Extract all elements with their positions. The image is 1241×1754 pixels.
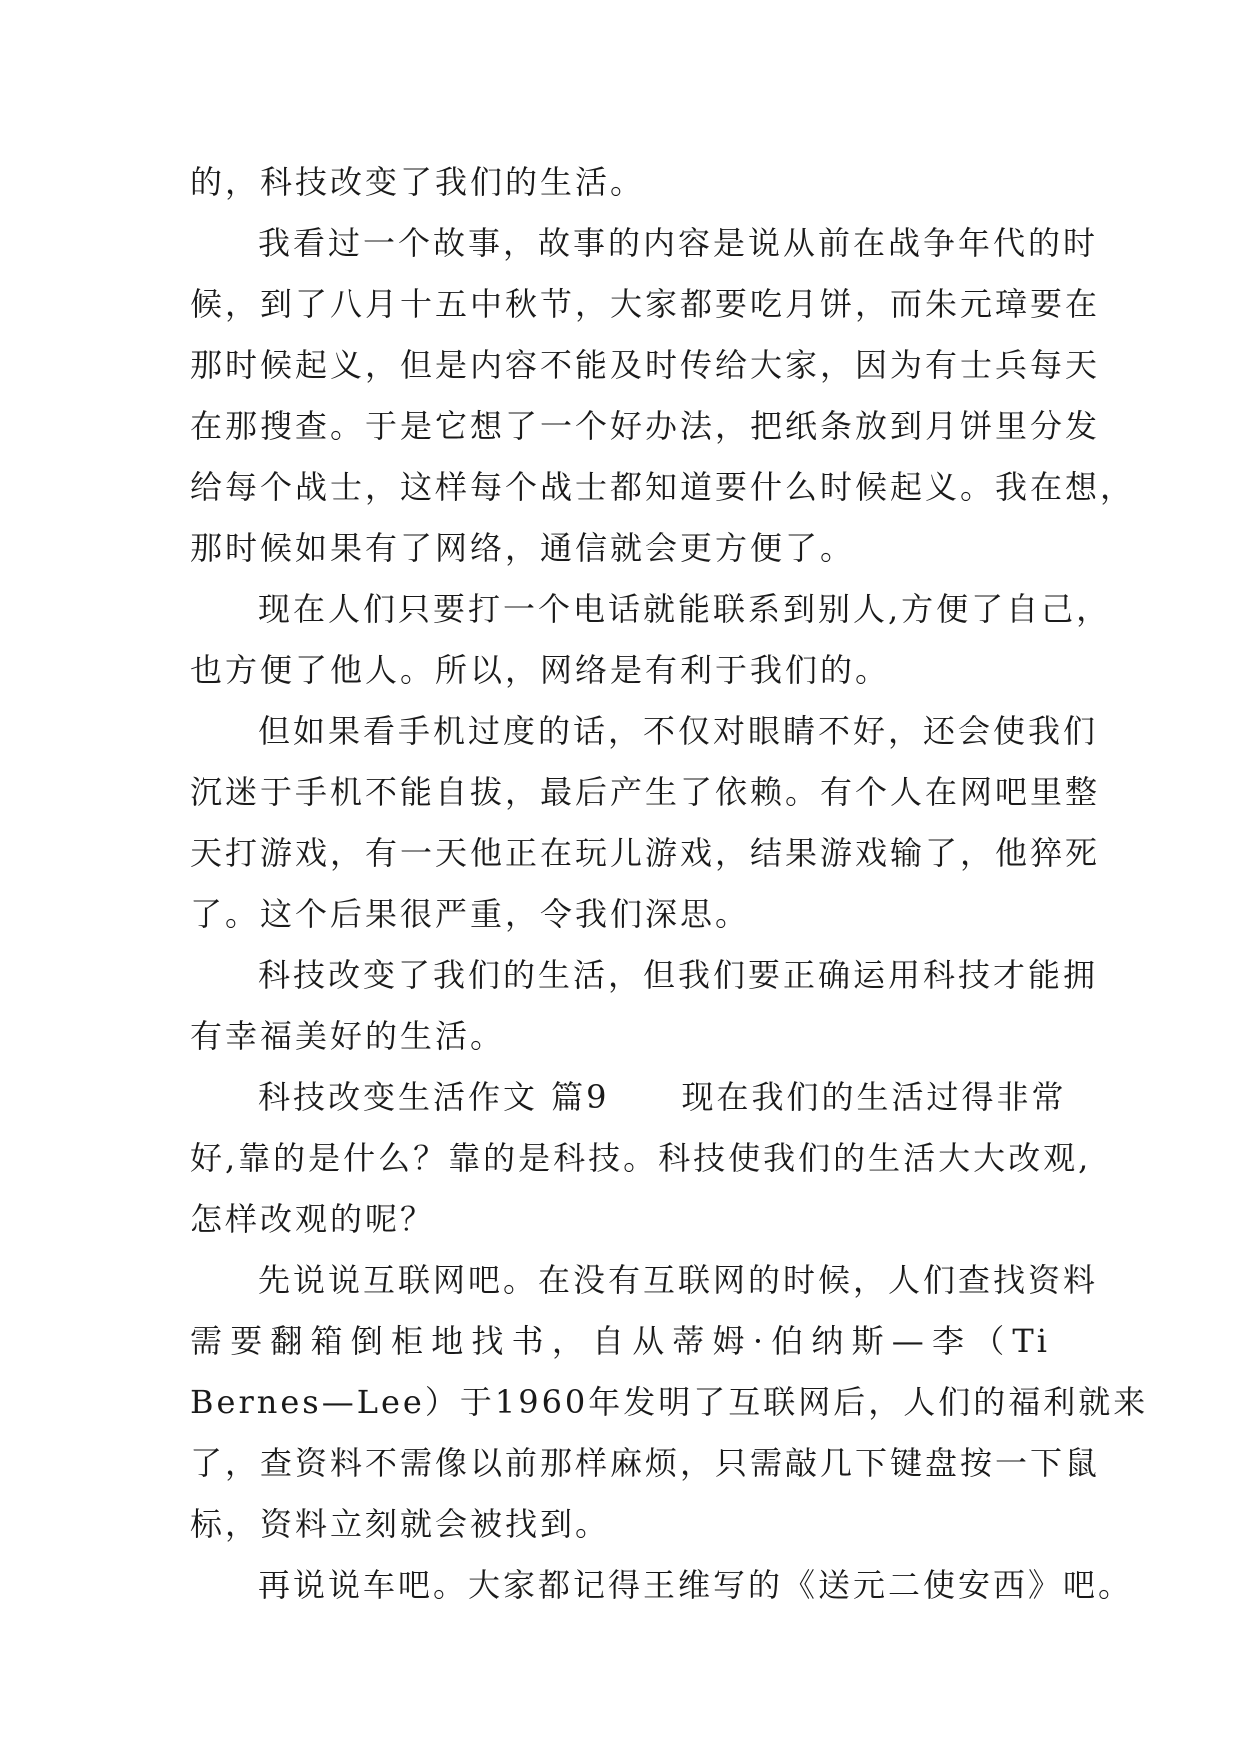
text-line: 但如果看手机过度的话，不仅对眼睛不好，还会使我们 xyxy=(258,712,1099,750)
text-line: 在那搜查。于是它想了一个好办法，把纸条放到月饼里分发 xyxy=(190,407,1101,445)
text-line: 的，科技改变了我们的生活。 xyxy=(190,163,646,201)
essay-body xyxy=(190,152,1149,1616)
text-line: Bernes—Lee）于1960年发明了互联网后，人们的福利就来 xyxy=(190,1383,1149,1421)
text-line: 需要翻箱倒柜地找书，自从蒂姆·伯纳斯—李（Ti xyxy=(190,1322,1050,1360)
text-line: 也方便了他人。所以，网络是有利于我们的。 xyxy=(190,651,891,689)
text-line: 科技改变了我们的生活，但我们要正确运用科技才能拥 xyxy=(258,956,1099,994)
text-line: 先说说互联网吧。在没有互联网的时候，人们查找资料 xyxy=(258,1261,1099,1299)
heading-tail-text: 现在我们的生活过得非常 xyxy=(681,1078,1067,1116)
text-line: 好,靠的是什么？靠的是科技。科技使我们的生活大大改观, xyxy=(190,1139,1092,1177)
text-line: 了，查资料不需像以前那样麻烦，只需敲几下键盘按一下鼠 xyxy=(190,1444,1101,1482)
text-line: 那时候如果有了网络，通信就会更方便了。 xyxy=(190,529,856,567)
text-line: 现在人们只要打一个电话就能联系到别人,方便了自己， xyxy=(258,590,1112,628)
text-line: 怎样改观的呢？ xyxy=(190,1200,436,1238)
section-heading-line xyxy=(190,1067,1067,1128)
text-line: 有幸福美好的生活。 xyxy=(190,1017,506,1055)
text-line: 候，到了八月十五中秋节，大家都要吃月饼，而朱元璋要在 xyxy=(190,285,1101,323)
text-line: 再说说车吧。大家都记得王维写的《送元二使安西》吧。 xyxy=(258,1566,1134,1604)
text-line: 天打游戏，有一天他正在玩儿游戏，结果游戏输了，他猝死 xyxy=(190,834,1101,872)
text-line: 我看过一个故事，故事的内容是说从前在战争年代的时 xyxy=(258,224,1099,262)
text-line: 给每个战士，这样每个战士都知道要什么时候起义。我在想， xyxy=(190,468,1136,506)
text-line: 标，资料立刻就会被找到。 xyxy=(190,1505,611,1543)
text-line: 沉迷于手机不能自拔，最后产生了依赖。有个人在网吧里整 xyxy=(190,773,1101,811)
text-line: 那时候起义，但是内容不能及时传给大家，因为有士兵每天 xyxy=(190,346,1101,384)
text-line: 了。这个后果很严重，令我们深思。 xyxy=(190,895,751,933)
section-heading: 科技改变生活作文 篇9 xyxy=(258,1078,610,1116)
